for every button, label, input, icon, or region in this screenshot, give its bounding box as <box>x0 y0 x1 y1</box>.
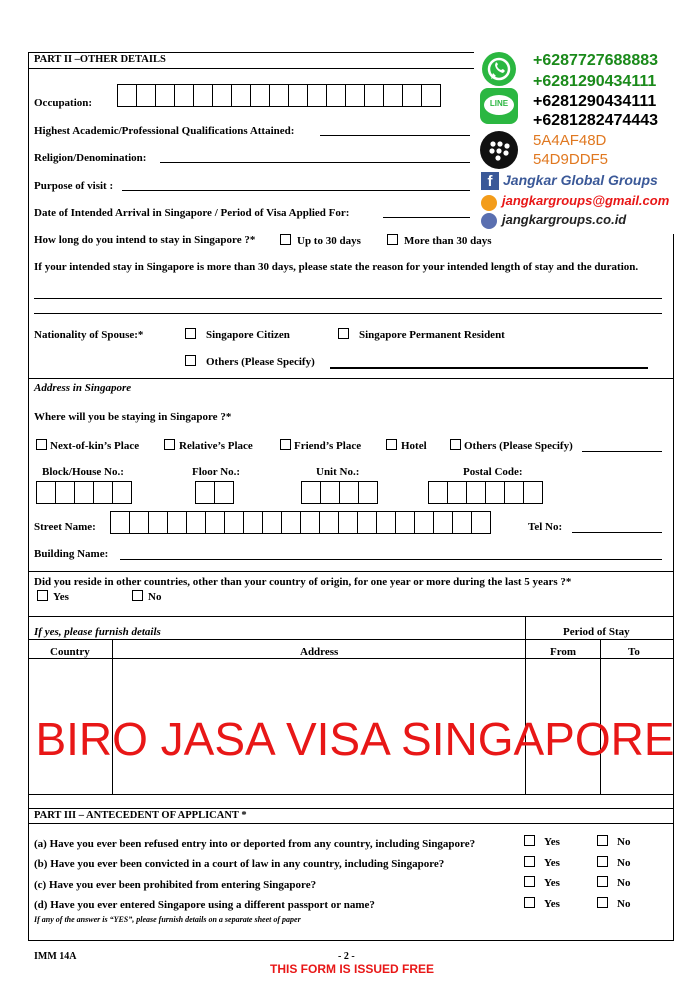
qa-no[interactable] <box>597 835 630 848</box>
addr-opt3-label: Friend’s Place <box>294 440 362 452</box>
reside-yes-label: Yes <box>53 591 69 603</box>
spouse-label: Nationality of Spouse:* <box>34 329 144 341</box>
part3-frame-right <box>673 808 674 940</box>
unit-label: Unit No.: <box>316 466 360 478</box>
addr-opt5-field[interactable] <box>582 451 662 452</box>
addr-opt4-label: Hotel <box>401 440 427 452</box>
religion-label: Religion/Denomination: <box>34 152 147 164</box>
whatsapp-icon <box>482 52 516 86</box>
frame-left <box>28 52 29 808</box>
addr-opt3-checkbox[interactable] <box>280 439 291 450</box>
addr-opt4-checkbox[interactable] <box>386 439 397 450</box>
reside-no[interactable] <box>132 590 161 603</box>
free-notice: THIS FORM IS ISSUED FREE <box>270 962 435 976</box>
col-from: From <box>550 646 577 658</box>
address-title: Address in Singapore <box>34 382 132 394</box>
line-icon-label: LINE <box>489 99 509 108</box>
building-field[interactable] <box>120 559 662 560</box>
email-address: jangkargroups@gmail.com <box>502 193 670 208</box>
qc-no[interactable] <box>597 876 630 889</box>
part3-qc: (c) Have you ever been prohibited from entering Singapore? <box>34 879 317 891</box>
divider-table-top <box>28 616 674 617</box>
stay-opt2-checkbox[interactable] <box>387 234 398 245</box>
qb-no-checkbox[interactable] <box>597 856 608 867</box>
occupation-boxes[interactable] <box>118 84 441 107</box>
qc-yes-checkbox[interactable] <box>524 876 535 887</box>
phone-4: +6281282474443 <box>533 112 659 129</box>
reside-no-checkbox[interactable] <box>132 590 143 601</box>
addr-opt2[interactable] <box>164 439 253 452</box>
qc-no-checkbox[interactable] <box>597 876 608 887</box>
qb-yes-label: Yes <box>544 857 560 869</box>
col-to: To <box>628 646 640 658</box>
gmail-icon <box>481 195 497 211</box>
spouse-opt3-label: Others (Please Specify) <box>206 356 315 368</box>
part3-qd: (d) Have you ever entered Singapore using a different passport or name? <box>34 899 375 911</box>
arrival-label: Date of Intended Arrival in Singapore / Period of Visa Applied For: <box>34 207 350 219</box>
reside-yes[interactable] <box>37 590 69 603</box>
addr-opt1-label: Next-of-kin’s Place <box>50 440 140 452</box>
stay-opt1-label: Up to 30 days <box>297 235 361 247</box>
facebook-icon: f <box>481 172 499 190</box>
addr-opt3[interactable] <box>280 439 361 452</box>
address-where: Where will you be staying in Singapore ?* <box>34 411 232 423</box>
stay-question <box>34 234 255 246</box>
spouse-opt1-checkbox[interactable] <box>185 328 196 339</box>
postal-boxes[interactable] <box>429 481 543 504</box>
stay-reason-line1[interactable] <box>34 298 662 299</box>
stay-opt1-checkbox[interactable] <box>280 234 291 245</box>
qd-no-label: No <box>617 898 631 910</box>
addr-opt1[interactable] <box>36 439 139 452</box>
table-header-line2 <box>28 658 674 659</box>
addr-opt2-checkbox[interactable] <box>164 439 175 450</box>
purpose-label: Purpose of visit : <box>34 180 114 192</box>
website: jangkargroups.co.id <box>502 212 627 227</box>
divider-address <box>28 378 674 379</box>
floor-label: Floor No.: <box>192 466 241 478</box>
phone-1: +6287727688883 <box>533 52 659 69</box>
qa-yes-label: Yes <box>544 836 560 848</box>
spouse-opt2-label: Singapore Permanent Resident <box>359 329 505 341</box>
furnish-label: If yes, please furnish details <box>34 626 161 638</box>
stay-opt2[interactable] <box>387 234 492 247</box>
qc-yes[interactable] <box>524 876 560 889</box>
spouse-opt3-checkbox[interactable] <box>185 355 196 366</box>
qc-no-label: No <box>617 877 631 889</box>
facebook-name: Jangkar Global Groups <box>503 172 658 188</box>
addr-opt5[interactable] <box>450 439 573 452</box>
col-country: Country <box>50 646 90 658</box>
qb-no-label: No <box>617 857 631 869</box>
addr-opt4[interactable] <box>386 439 427 452</box>
part3-qa: (a) Have you ever been refused entry into or deported from any country, including Singapore? <box>34 838 476 850</box>
reside-no-label: No <box>148 591 162 603</box>
qb-no[interactable] <box>597 856 630 869</box>
qc-yes-label: Yes <box>544 877 560 889</box>
part3-qb: (b) Have you ever been convicted in a court of law in any country, including Singapore? <box>34 858 445 870</box>
qa-no-label: No <box>617 836 631 848</box>
spouse-opt1-label: Singapore Citizen <box>206 329 290 341</box>
globe-icon <box>481 213 497 229</box>
qb-yes-checkbox[interactable] <box>524 856 535 867</box>
col-address: Address <box>300 646 339 658</box>
qualifications-field[interactable] <box>320 135 470 136</box>
period-label: Period of Stay <box>563 626 630 638</box>
stay-question-label: How long do you intend to stay in Singapore ?* <box>34 234 256 246</box>
form-code: IMM 14A <box>34 951 77 962</box>
line-icon <box>480 88 518 124</box>
table-col-sep2 <box>525 616 526 795</box>
addr-opt5-label: Others (Please Specify) <box>464 440 573 452</box>
part3-title-underline <box>28 823 674 824</box>
qa-yes[interactable] <box>524 835 560 848</box>
floor-boxes[interactable] <box>196 481 234 504</box>
postal-label: Postal Code: <box>463 466 523 478</box>
stay-opt2-label: More than 30 days <box>404 235 492 247</box>
religion-field[interactable] <box>160 162 470 163</box>
qd-yes-checkbox[interactable] <box>524 897 535 908</box>
bbm-pin-2: 54D9DDF5 <box>533 151 609 168</box>
spouse-opt1[interactable] <box>185 328 290 341</box>
phone-2: +6281290434111 <box>533 73 657 90</box>
reside-yes-checkbox[interactable] <box>37 590 48 601</box>
stay-opt1[interactable] <box>280 234 361 247</box>
addr-opt1-checkbox[interactable] <box>36 439 47 450</box>
qb-yes[interactable] <box>524 856 560 869</box>
watermark-text: BIRO JASA VISA SINGAPORE <box>35 713 675 765</box>
part3-note: If any of the answer is “YES”, please furnish details on a separate sheet of paper <box>34 915 301 924</box>
frame-top <box>28 52 474 53</box>
purpose-field[interactable] <box>122 190 470 191</box>
tel-label: Tel No: <box>528 521 563 533</box>
arrival-field[interactable] <box>383 217 470 218</box>
spouse-opt3[interactable] <box>185 355 315 368</box>
part3-frame-bottom <box>28 940 674 941</box>
qd-yes[interactable] <box>524 897 560 910</box>
street-label: Street Name: <box>34 521 96 533</box>
block-boxes[interactable] <box>37 481 132 504</box>
qa-no-checkbox[interactable] <box>597 835 608 846</box>
bbm-pin-1: 5A4AF48D <box>533 132 607 149</box>
part3-frame-top <box>28 808 674 809</box>
addr-opt2-label: Relative’s Place <box>179 440 253 452</box>
spouse-other-field[interactable] <box>330 367 648 369</box>
table-header-line1 <box>28 639 674 640</box>
part3-frame-left <box>28 808 29 940</box>
stay-reason-line2[interactable] <box>34 313 662 314</box>
qd-no-checkbox[interactable] <box>597 897 608 908</box>
phone-3: +6281290434111 <box>533 93 657 110</box>
part3-title: PART III – ANTECEDENT OF APPLICANT * <box>34 810 247 821</box>
tel-field[interactable] <box>572 532 662 533</box>
divider-reside <box>28 571 674 572</box>
block-label: Block/House No.: <box>42 466 124 478</box>
page-number: - 2 - <box>338 951 355 962</box>
blackberry-icon <box>480 131 518 169</box>
spouse-opt2[interactable] <box>338 328 505 341</box>
qd-yes-label: Yes <box>544 898 560 910</box>
building-label: Building Name: <box>34 548 109 560</box>
qd-no[interactable] <box>597 897 630 910</box>
addr-opt5-checkbox[interactable] <box>450 439 461 450</box>
unit-boxes[interactable] <box>302 481 378 504</box>
reside-question: Did you reside in other countries, other than your country of origin, for one year or more during the last 5 years ?* <box>34 576 572 588</box>
occupation-label: Occupation: <box>34 97 93 109</box>
qualifications-label: Highest Academic/Professional Qualifications Attained: <box>34 125 295 137</box>
part2-title: PART II –OTHER DETAILS <box>34 54 166 65</box>
stay-reason-text: If your intended stay in Singapore is more than 30 days, please state the reason for your intended length of stay and the duration. <box>34 261 639 273</box>
part2-title-underline <box>28 68 474 69</box>
spouse-opt2-checkbox[interactable] <box>338 328 349 339</box>
qa-yes-checkbox[interactable] <box>524 835 535 846</box>
street-boxes[interactable] <box>111 511 491 534</box>
frame-bottom-part2 <box>28 794 674 795</box>
